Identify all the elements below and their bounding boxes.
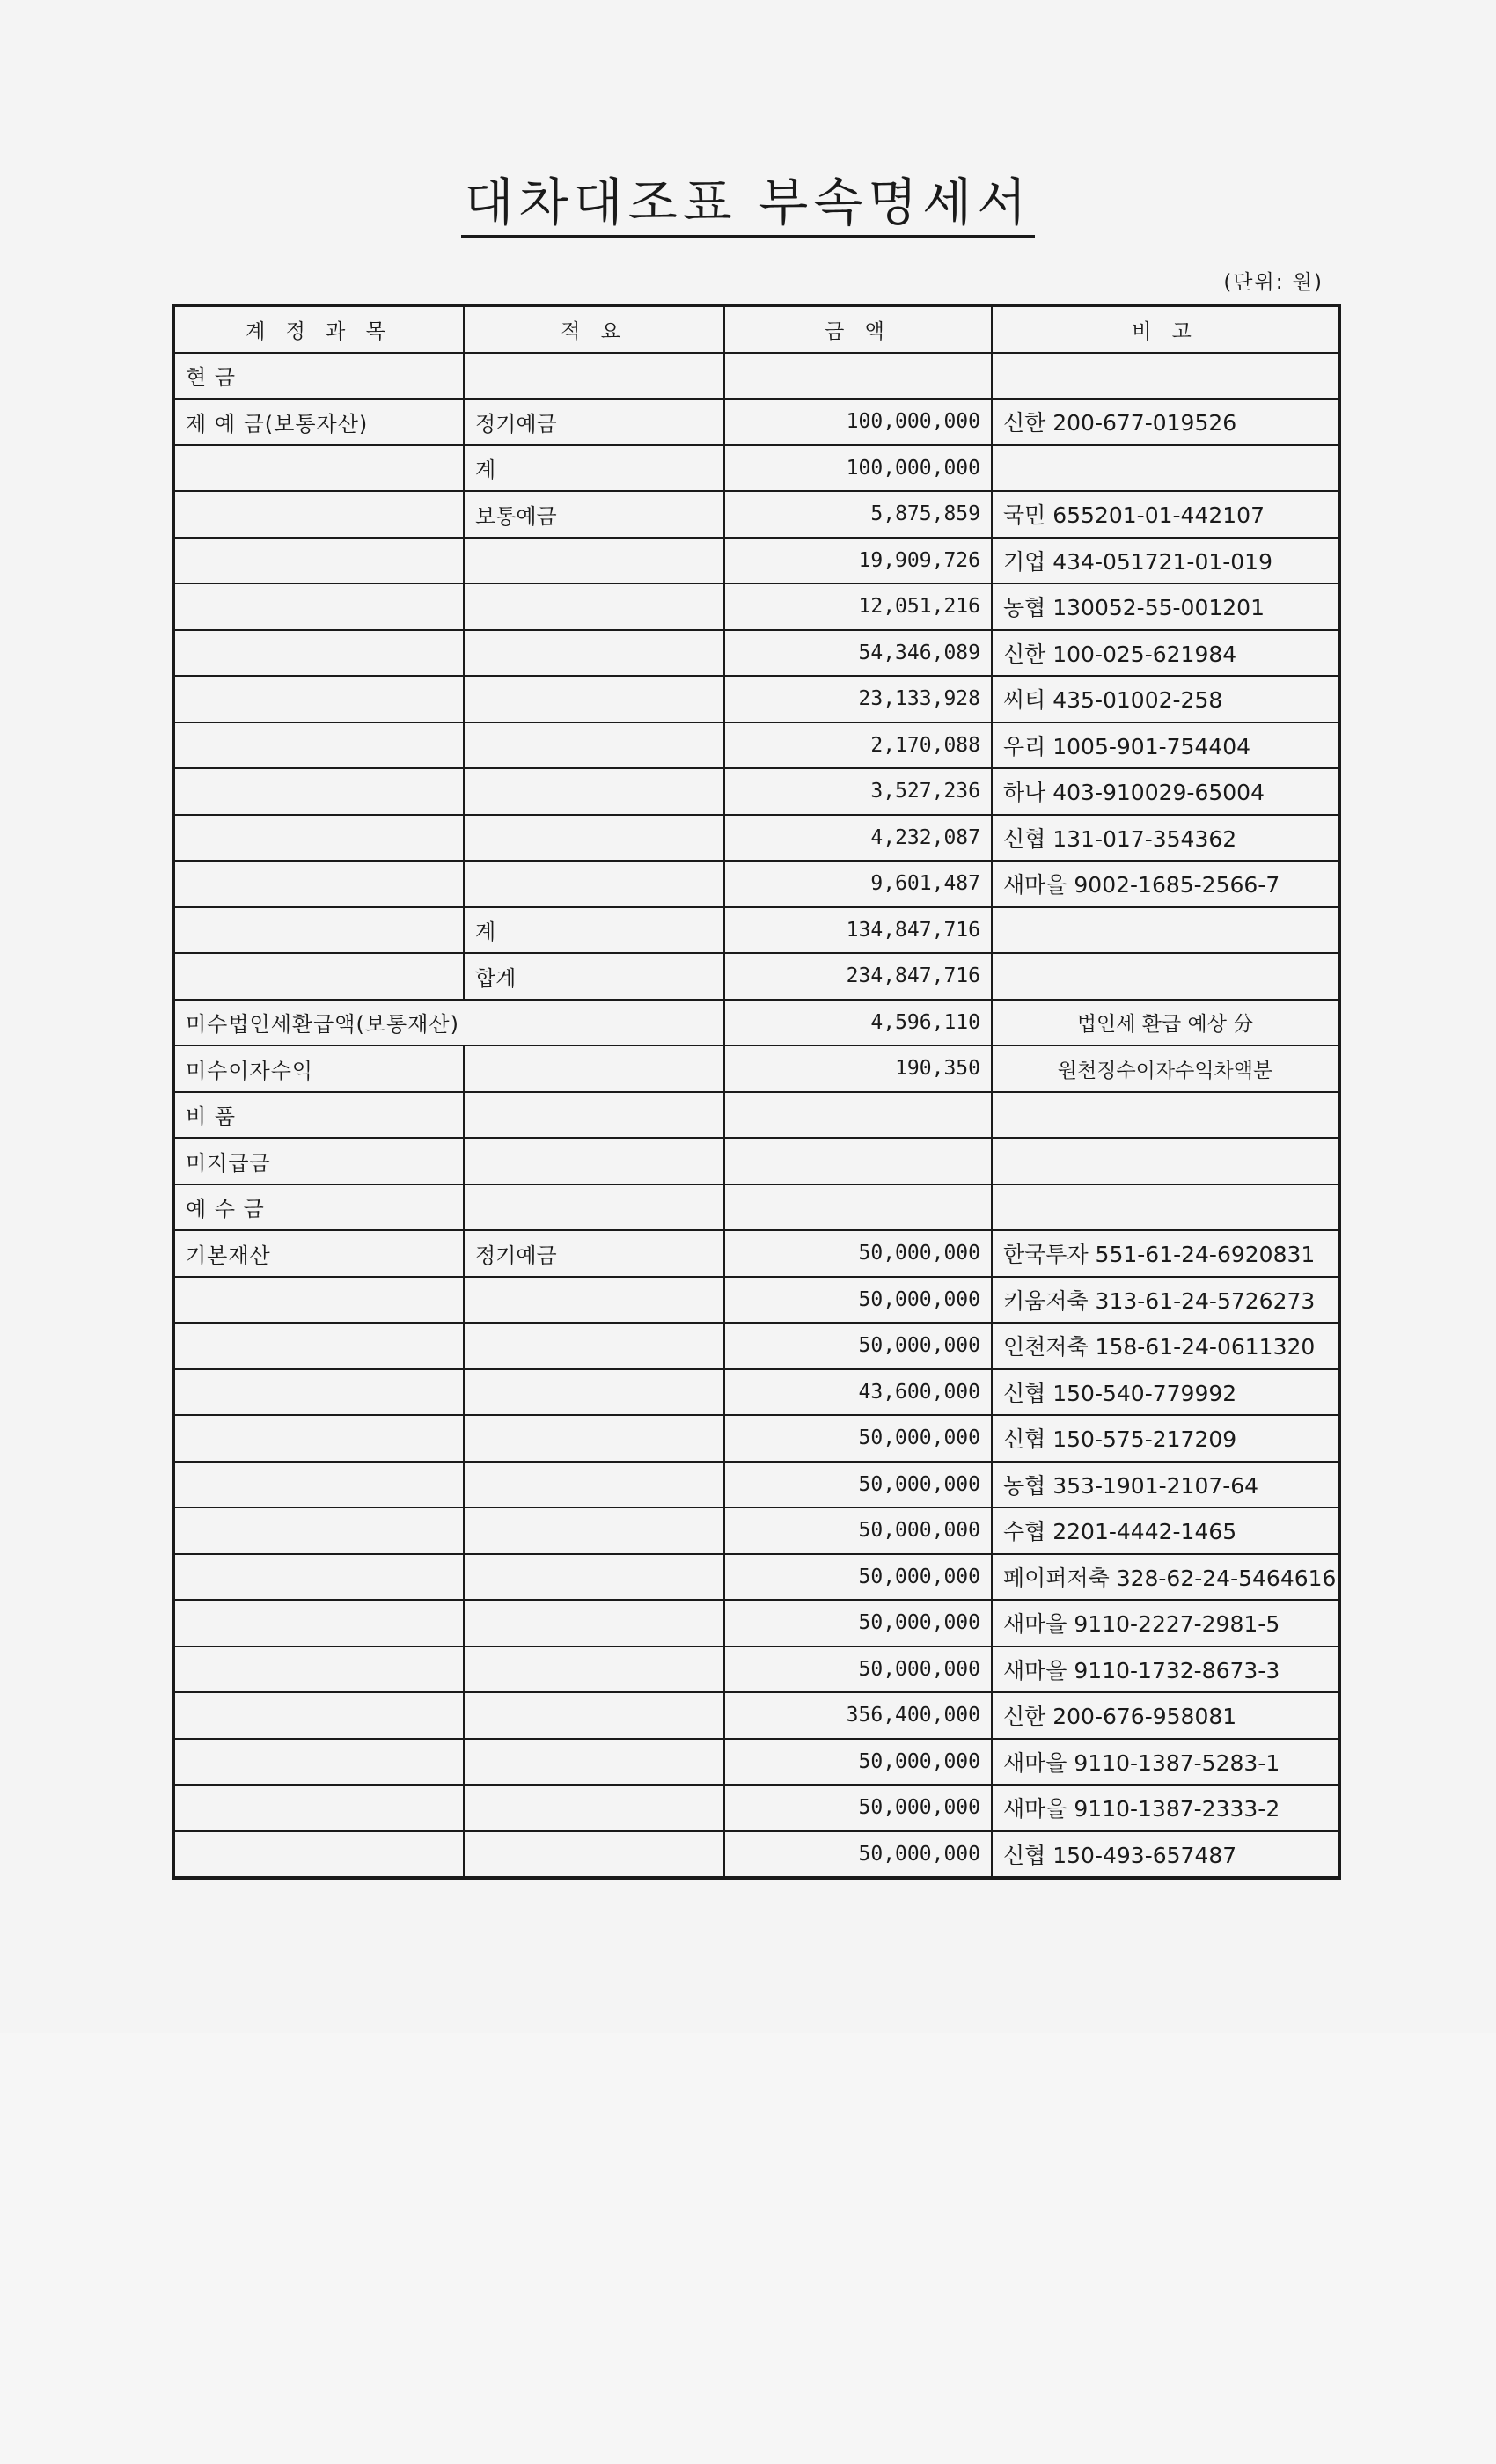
account-cell bbox=[173, 445, 464, 492]
description-cell: 정기예금 bbox=[464, 1230, 724, 1277]
account-cell: 예 수 금 bbox=[173, 1184, 464, 1231]
remarks-cell: 한국투자 551-61-24-6920831 bbox=[992, 1230, 1339, 1277]
account-cell bbox=[173, 1277, 464, 1324]
amount-cell: 50,000,000 bbox=[724, 1831, 992, 1879]
amount-cell: 4,232,087 bbox=[724, 815, 992, 862]
description-cell bbox=[464, 1277, 724, 1324]
remarks-cell: 우리 1005-901-754404 bbox=[992, 722, 1339, 769]
account-cell bbox=[173, 768, 464, 815]
table-row bbox=[173, 1831, 1339, 1879]
remarks-cell: 새마을 9002-1685-2566-7 bbox=[992, 861, 1339, 907]
amount-cell: 50,000,000 bbox=[724, 1554, 992, 1601]
account-cell bbox=[173, 1507, 464, 1554]
description-cell bbox=[464, 1138, 724, 1184]
amount-cell: 50,000,000 bbox=[724, 1277, 992, 1324]
amount-cell: 9,601,487 bbox=[724, 861, 992, 907]
description-cell bbox=[464, 1045, 724, 1092]
amount-cell: 50,000,000 bbox=[724, 1739, 992, 1786]
amount-cell: 54,346,089 bbox=[724, 630, 992, 677]
account-cell bbox=[173, 1739, 464, 1786]
account-cell: 현 금 bbox=[173, 353, 464, 400]
table-row bbox=[173, 1554, 1339, 1601]
remarks-cell: 새마을 9110-1387-5283-1 bbox=[992, 1739, 1339, 1786]
table-row bbox=[173, 445, 1339, 492]
header-description: 적 요 bbox=[464, 305, 724, 353]
table-row bbox=[173, 538, 1339, 584]
amount-cell bbox=[724, 1184, 992, 1231]
remarks-cell: 법인세 환급 예상 分 bbox=[992, 1000, 1339, 1046]
header-row bbox=[173, 305, 1339, 353]
description-cell: 합계 bbox=[464, 953, 724, 1000]
description-cell bbox=[464, 768, 724, 815]
account-cell bbox=[173, 1692, 464, 1739]
remarks-cell: 신한 200-677-019526 bbox=[992, 399, 1339, 445]
document-title: 대차대조표 부속명세서 bbox=[0, 172, 1496, 238]
account-cell bbox=[173, 861, 464, 907]
remarks-cell bbox=[992, 1184, 1339, 1231]
description-cell bbox=[464, 1785, 724, 1831]
account-cell bbox=[173, 815, 464, 862]
table-row bbox=[173, 768, 1339, 815]
table-row bbox=[173, 722, 1339, 769]
remarks-cell: 신한 200-676-958081 bbox=[992, 1692, 1339, 1739]
remarks-cell bbox=[992, 907, 1339, 954]
amount-cell: 50,000,000 bbox=[724, 1507, 992, 1554]
remarks-cell bbox=[992, 353, 1339, 400]
table-row bbox=[173, 353, 1339, 400]
description-cell bbox=[464, 630, 724, 677]
remarks-cell: 새마을 9110-2227-2981-5 bbox=[992, 1600, 1339, 1646]
account-cell: 미수이자수익 bbox=[173, 1045, 464, 1092]
amount-cell: 50,000,000 bbox=[724, 1415, 992, 1462]
description-cell bbox=[464, 1600, 724, 1646]
table-row bbox=[173, 1323, 1339, 1369]
remarks-cell: 신협 150-493-657487 bbox=[992, 1831, 1339, 1879]
account-cell bbox=[173, 538, 464, 584]
account-cell bbox=[173, 630, 464, 677]
description-cell: 보통예금 bbox=[464, 491, 724, 538]
account-cell bbox=[173, 1462, 464, 1508]
account-cell bbox=[173, 907, 464, 954]
account-cell bbox=[173, 1646, 464, 1693]
table-row bbox=[173, 1000, 1339, 1046]
description-cell bbox=[464, 1369, 724, 1416]
remarks-cell: 농협 353-1901-2107-64 bbox=[992, 1462, 1339, 1508]
ledger-table bbox=[172, 304, 1341, 1880]
amount-cell bbox=[724, 1092, 992, 1139]
account-cell bbox=[173, 583, 464, 630]
amount-cell bbox=[724, 1138, 992, 1184]
amount-cell: 2,170,088 bbox=[724, 722, 992, 769]
description-cell bbox=[464, 722, 724, 769]
amount-cell: 50,000,000 bbox=[724, 1600, 992, 1646]
description-cell: 계 bbox=[464, 907, 724, 954]
table-row bbox=[173, 1092, 1339, 1139]
description-cell bbox=[464, 676, 724, 722]
remarks-cell: 신협 131-017-354362 bbox=[992, 815, 1339, 862]
amount-cell bbox=[724, 353, 992, 400]
description-cell bbox=[464, 861, 724, 907]
remarks-cell: 씨티 435-01002-258 bbox=[992, 676, 1339, 722]
table-row bbox=[173, 676, 1339, 722]
amount-cell: 190,350 bbox=[724, 1045, 992, 1092]
table-row bbox=[173, 1785, 1339, 1831]
table-row bbox=[173, 861, 1339, 907]
account-cell bbox=[173, 1323, 464, 1369]
amount-cell: 50,000,000 bbox=[724, 1230, 992, 1277]
amount-cell: 50,000,000 bbox=[724, 1462, 992, 1508]
account-cell: 미지급금 bbox=[173, 1138, 464, 1184]
amount-cell: 19,909,726 bbox=[724, 538, 992, 584]
remarks-cell: 신협 150-540-779992 bbox=[992, 1369, 1339, 1416]
account-cell bbox=[173, 722, 464, 769]
amount-cell: 134,847,716 bbox=[724, 907, 992, 954]
table-row bbox=[173, 907, 1339, 954]
amount-cell: 234,847,716 bbox=[724, 953, 992, 1000]
description-cell bbox=[464, 1092, 724, 1139]
account-cell bbox=[173, 1369, 464, 1416]
table-row bbox=[173, 1230, 1339, 1277]
amount-cell: 100,000,000 bbox=[724, 445, 992, 492]
remarks-cell: 원천징수이자수익차액분 bbox=[992, 1045, 1339, 1092]
remarks-cell bbox=[992, 953, 1339, 1000]
amount-cell: 4,596,110 bbox=[724, 1000, 992, 1046]
account-cell: 제 예 금(보통자산) bbox=[173, 399, 464, 445]
amount-cell: 50,000,000 bbox=[724, 1323, 992, 1369]
description-cell: 정기예금 bbox=[464, 399, 724, 445]
table-row bbox=[173, 1692, 1339, 1739]
description-cell bbox=[464, 1462, 724, 1508]
remarks-cell: 신한 100-025-621984 bbox=[992, 630, 1339, 677]
table-row bbox=[173, 1646, 1339, 1693]
header-amount: 금 액 bbox=[724, 305, 992, 353]
unit-label: (단위: 원) bbox=[1223, 271, 1324, 294]
remarks-cell: 키움저축 313-61-24-5726273 bbox=[992, 1277, 1339, 1324]
account-cell bbox=[173, 953, 464, 1000]
table-row bbox=[173, 630, 1339, 677]
table-row bbox=[173, 815, 1339, 862]
remarks-cell bbox=[992, 445, 1339, 492]
table-row bbox=[173, 1507, 1339, 1554]
amount-cell: 100,000,000 bbox=[724, 399, 992, 445]
description-cell bbox=[464, 583, 724, 630]
account-cell bbox=[173, 1415, 464, 1462]
account-cell: 기본재산 bbox=[173, 1230, 464, 1277]
remarks-cell: 기업 434-051721-01-019 bbox=[992, 538, 1339, 584]
table-row bbox=[173, 491, 1339, 538]
remarks-cell: 수협 2201-4442-1465 bbox=[992, 1507, 1339, 1554]
table-row bbox=[173, 1138, 1339, 1184]
remarks-cell: 하나 403-910029-65004 bbox=[992, 768, 1339, 815]
remarks-cell: 새마을 9110-1732-8673-3 bbox=[992, 1646, 1339, 1693]
header-remarks: 비 고 bbox=[992, 305, 1339, 353]
amount-cell: 43,600,000 bbox=[724, 1369, 992, 1416]
table-row bbox=[173, 1600, 1339, 1646]
account-cell bbox=[173, 676, 464, 722]
table-row bbox=[173, 1415, 1339, 1462]
table-row bbox=[173, 953, 1339, 1000]
description-cell bbox=[464, 815, 724, 862]
remarks-cell: 신협 150-575-217209 bbox=[992, 1415, 1339, 1462]
account-cell bbox=[173, 1554, 464, 1601]
description-cell bbox=[464, 1646, 724, 1693]
amount-cell: 5,875,859 bbox=[724, 491, 992, 538]
remarks-cell: 농협 130052-55-001201 bbox=[992, 583, 1339, 630]
remarks-cell bbox=[992, 1092, 1339, 1139]
amount-cell: 50,000,000 bbox=[724, 1785, 992, 1831]
table-row bbox=[173, 399, 1339, 445]
amount-cell: 3,527,236 bbox=[724, 768, 992, 815]
account-cell bbox=[173, 1831, 464, 1879]
table-row bbox=[173, 1045, 1339, 1092]
remarks-cell: 새마을 9110-1387-2333-2 bbox=[992, 1785, 1339, 1831]
description-cell bbox=[464, 1323, 724, 1369]
table-row bbox=[173, 1369, 1339, 1416]
remarks-cell: 인천저축 158-61-24-0611320 bbox=[992, 1323, 1339, 1369]
amount-cell: 12,051,216 bbox=[724, 583, 992, 630]
description-cell bbox=[464, 1831, 724, 1879]
description-cell bbox=[464, 1415, 724, 1462]
description-cell bbox=[464, 1184, 724, 1231]
account-cell: 미수법인세환급액(보통재산) bbox=[173, 1000, 724, 1046]
account-cell bbox=[173, 491, 464, 538]
ledger-body bbox=[173, 353, 1339, 1879]
description-cell bbox=[464, 538, 724, 584]
account-cell bbox=[173, 1600, 464, 1646]
description-cell: 계 bbox=[464, 445, 724, 492]
header-account: 계 정 과 목 bbox=[173, 305, 464, 353]
description-cell bbox=[464, 353, 724, 400]
amount-cell: 356,400,000 bbox=[724, 1692, 992, 1739]
description-cell bbox=[464, 1692, 724, 1739]
table-row bbox=[173, 1739, 1339, 1786]
description-cell bbox=[464, 1554, 724, 1601]
remarks-cell bbox=[992, 1138, 1339, 1184]
amount-cell: 23,133,928 bbox=[724, 676, 992, 722]
table-row bbox=[173, 1462, 1339, 1508]
description-cell bbox=[464, 1507, 724, 1554]
remarks-cell: 국민 655201-01-442107 bbox=[992, 491, 1339, 538]
account-cell bbox=[173, 1785, 464, 1831]
table-row bbox=[173, 583, 1339, 630]
account-cell: 비 품 bbox=[173, 1092, 464, 1139]
table-row bbox=[173, 1184, 1339, 1231]
amount-cell: 50,000,000 bbox=[724, 1646, 992, 1693]
remarks-cell: 페이퍼저축 328-62-24-5464616 bbox=[992, 1554, 1339, 1601]
table-row bbox=[173, 1277, 1339, 1324]
description-cell bbox=[464, 1739, 724, 1786]
